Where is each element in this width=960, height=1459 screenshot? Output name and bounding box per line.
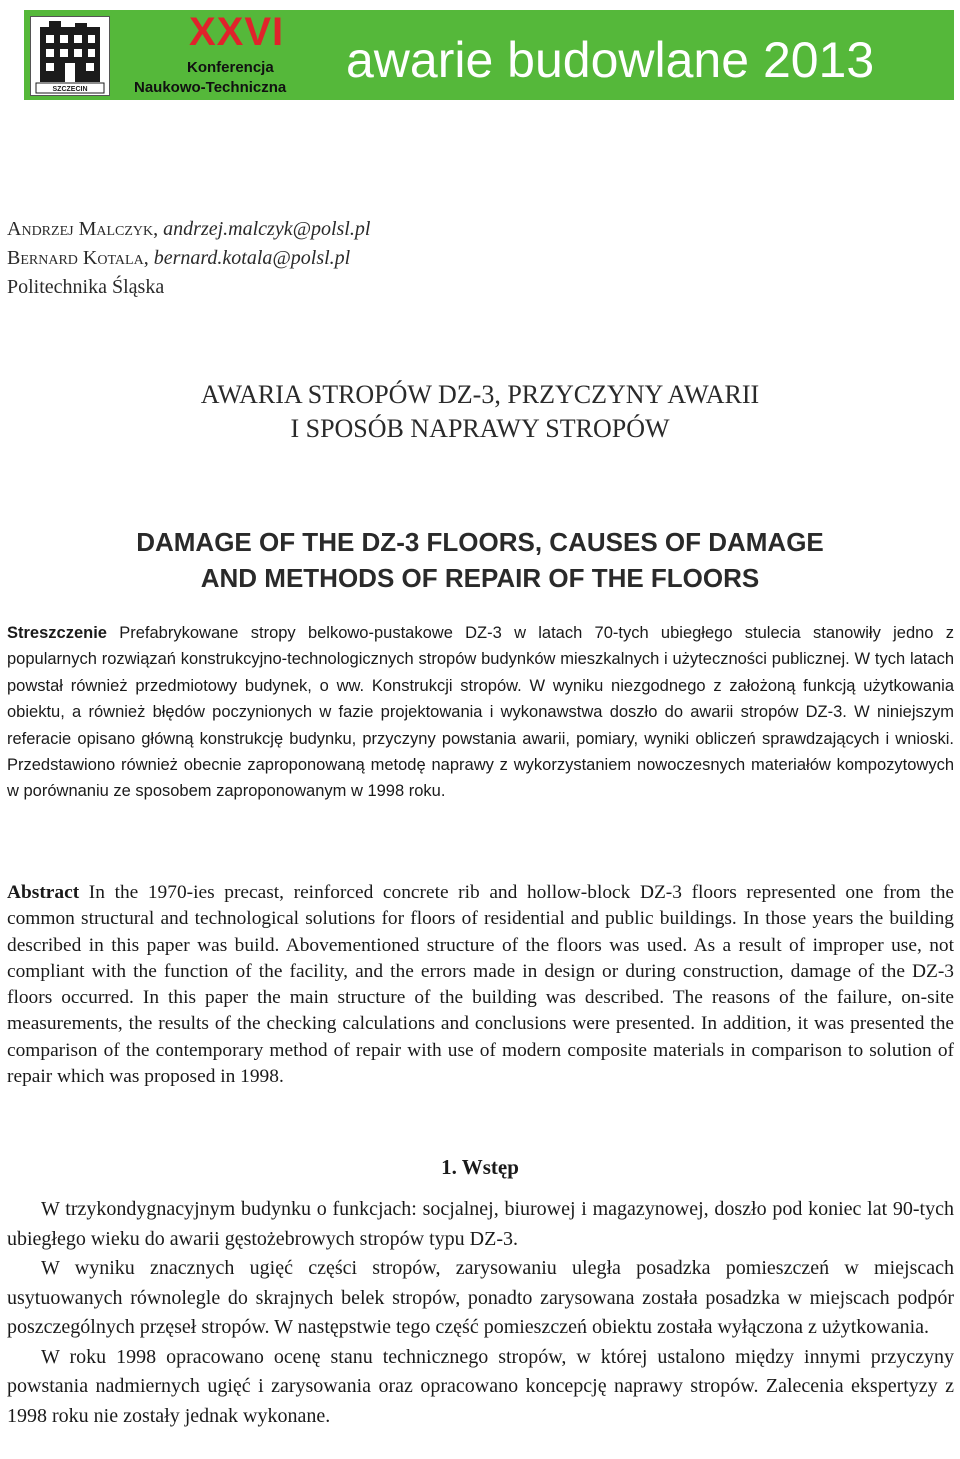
paper-title-english xyxy=(0,524,960,596)
paragraph: W wyniku znacznych ugięć części stropów, zarysowaniu uległa posadzka pomieszczeń w miejscach usytuowanych równolegle do skrajnych belek stropów, ponadto zarysowana została posadzka w miejscach podpór poszczególnych przęseł stropów. W następstwie tego część pomieszczeń obiektu została wyłączona z użytkowania. xyxy=(7,1257,954,1338)
author-first-initial: B xyxy=(7,247,21,269)
author-line: ANDRZEJ MALCZYK, andrzej.malczyk@polsl.pl xyxy=(7,218,371,240)
author-line: BERNARD KOTALA, bernard.kotala@polsl.pl xyxy=(7,247,351,269)
conference-logo xyxy=(30,16,110,96)
title-pl-line: AWARIA STROPÓW DZ-3, PRZYCZYNY AWARII xyxy=(200,380,760,409)
abstract-pl-label: Streszczenie xyxy=(7,624,107,642)
author-last-initial: K xyxy=(82,247,98,269)
author-email[interactable]: bernard.kotala@polsl.pl xyxy=(153,247,351,269)
author-first-rest: ERNARD xyxy=(20,253,78,268)
logo-caption: SZCZECIN xyxy=(52,86,88,93)
section-body xyxy=(7,1195,954,1431)
conference-header xyxy=(24,10,954,100)
author-last-rest: ALCZYK xyxy=(96,224,154,239)
author-email[interactable]: andrzej.malczyk@polsl.pl xyxy=(163,218,371,240)
paper-title-polish xyxy=(0,378,960,446)
title-en-line: AND METHODS OF REPAIR OF THE FLOORS xyxy=(200,563,760,593)
conference-label-line2: Naukowo-Techniczna xyxy=(134,79,287,96)
affiliation: Politechnika Śląska xyxy=(7,276,165,298)
abstract-polish xyxy=(7,620,954,805)
conference-title: awarie budowlane 2013 xyxy=(346,32,875,88)
paragraph: W trzykondygnacyjnym budynku o funkcjach: socjalnej, biurowej i magazynowej, doszło pod koniec lat 90-tych ubiegłego wieku do awarii gęstożebrowych stropów typu DZ-3. xyxy=(7,1198,954,1250)
abstract-english xyxy=(7,880,954,1090)
author-first-initial: A xyxy=(7,218,22,240)
conference-number: XXVI xyxy=(189,10,285,54)
author-last-initial: M xyxy=(78,218,97,240)
author-first-rest: NDRZEJ xyxy=(21,224,74,239)
building-logo-icon xyxy=(31,17,109,95)
conference-label-line1: Konferencja xyxy=(187,59,274,76)
abstract-en-label: Abstract xyxy=(7,882,80,903)
abstract-pl-text: Prefabrykowane stropy belkowo-pustakowe DZ-3 w latach 70-tych ubiegłego stulecia stanowiły jedno z popularnych rozwiązań konstrukcyjno-technologicznych stropów budynków mieszkalnych i użyteczności publicznej. W tych latach powstał również przedmiotowy budynek, o ww. Konstrukcji stropów. W wyniku niezgodnego z założoną funkcją użytkowania obiektu, a również błędów poczynionych w fazie projektowania i wykonawstwa doszło do awarii stropów DZ-3. W niniejszym referacie opisano główną konstrukcję budynku, przyczyny powstania awarii, pomiary, wyniki obliczeń sprawdzających i wnioski. Przedstawiono również obecnie zaproponowaną metodę naprawy z wykorzystaniem nowoczesnych materiałów kompozytowych w porównaniu ze sposobem zaproponowanym w 1998 roku. xyxy=(7,624,955,801)
abstract-en-text: In the 1970-ies precast, reinforced concrete rib and hollow-block DZ-3 floors represented one from the common structural and technological solutions for floors of residential and public buildings. In those years the building described in this paper was build. Abovementioned structure of the floors was used. As a result of improper use, not compliant with the function of the facility, and the errors made in design or during construction, damage of the DZ-3 floors occurred. In this paper the main structure of the building was described. The reasons of the failure, on-site measurements, the results of the checking calculations and conclusions were presented. In addition, it was presented the comparison of the contemporary method of repair with use of modern composite materials in comparison to solution of repair which was proposed in 1998. xyxy=(7,882,954,1088)
section-heading: 1. Wstęp xyxy=(441,1155,519,1179)
author-last-rest: OTALA xyxy=(97,253,144,268)
paragraph: W roku 1998 opracowano ocenę stanu technicznego stropów, w której ustalono między innymi przyczyny powstania nadmiernych ugięć i zarysowania oraz opracowano koncepcję naprawy stropów. Zalecenia ekspertyzy z 1998 roku nie zostały jednak wykonane. xyxy=(7,1345,954,1427)
author-block xyxy=(7,216,370,300)
title-pl-line: I SPOSÓB NAPRAWY STROPÓW xyxy=(290,414,670,443)
title-en-line: DAMAGE OF THE DZ-3 FLOORS, CAUSES OF DAMAGE xyxy=(136,527,824,557)
